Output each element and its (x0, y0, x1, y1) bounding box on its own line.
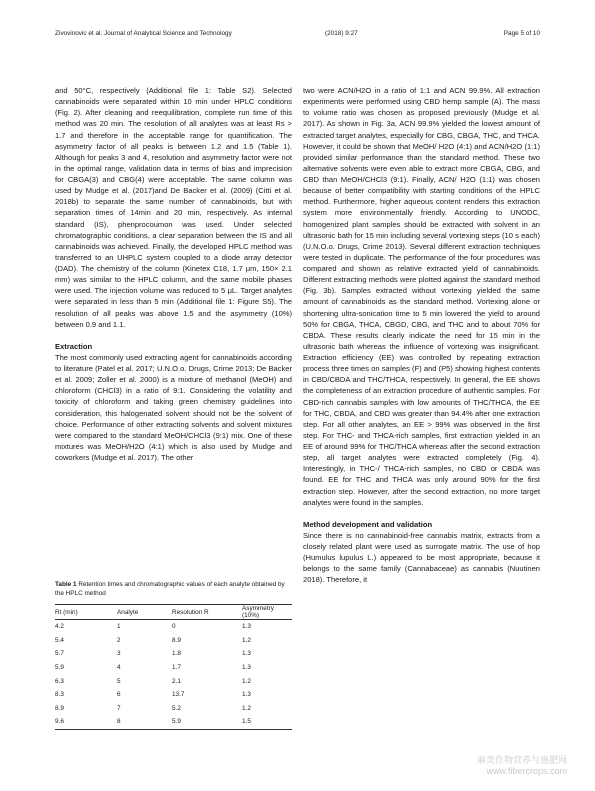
table-cell: 1.2 (242, 677, 251, 685)
table-header-cell: Resolution R (172, 608, 209, 616)
table-cell: 4.2 (55, 623, 64, 631)
body-paragraph: Since there is no cannabinoid-free cannabis matrix, extracts from a closely related plant were used as surrogate matrix. The use of hop (Humulus lupulus L.) appeared to be most appropriate, because it belongs to the same family (Cannabaceae) as cannabis (Nuutinen 2018). Therefore, it (303, 530, 540, 585)
table-cell: 5.4 (55, 636, 64, 644)
table-cell: 0 (172, 623, 176, 631)
volume-year: (2018) 9:27 (325, 30, 358, 37)
table-header-row (55, 605, 292, 620)
table-caption (55, 580, 292, 598)
section-heading-method: Method development and validation (303, 519, 433, 529)
table-header-cell: Analyte (117, 608, 139, 616)
table-row (55, 634, 292, 648)
section-heading-extraction: Extraction (55, 341, 93, 351)
table-row (55, 674, 292, 688)
table-cell: 1.3 (242, 691, 251, 699)
table-caption-text: Retention times and chromatographic values of each analyte obtained by the HPLC method (55, 581, 285, 597)
watermark-line: www.fibercrops.com (486, 766, 567, 776)
table-cell: 1.2 (242, 636, 251, 644)
table-header-cell: Rt (min) (55, 608, 78, 616)
table-cell: 1.7 (172, 664, 181, 672)
table-row (55, 715, 292, 729)
table-row (55, 647, 292, 661)
page-number: Page 5 of 10 (503, 30, 540, 37)
table-cell: 6.3 (55, 677, 64, 685)
watermark (477, 755, 567, 777)
table-cell: 1.3 (242, 623, 251, 631)
body-paragraph: The most commonly used extracting agent for cannabinoids according to literature (Patel et al. 2017; U.N.O.o. Drugs, Crime 2013; De Backer et al. 2009; Zoller et al. 2000) is a mixture of methanol (MeOH) and chloroform (CHCl3) in a ratio of 9:1. Considering the volatility and toxicity of chloroform and taking green chemistry guidelines into consideration, this halogenated solvent should not be the solvent of choice. Performance of other extracting solvents and solvent mixtures were compared to the standard MeOH/CHCl3 (9:1) mix. One of these mixtures was MeOH/H2O (4:1) which is also used by Mudge and coworkers (Mudge et al. 2017). The other (55, 352, 292, 462)
watermark-line: 麻类作物营养与施肥网 (476, 755, 567, 765)
body-paragraph: and 50°C, respectively (Additional file 1: Table S2). Selected cannabinoids were separated within 10 min under HPLC conditions (Fig. 2). After cleaning and reequilibration, complete run time of this method was 20 min. The resolution of all analytes was at least Rs > 1.7 and therefore in the acceptable range for quantification. The asymmetry factor of all peaks is between 1.2 and 1.5 (Table 1). Although for peaks 3 and 4, resolution and asymmetry factor were not in the optimal range, validation data in terms of bias and imprecision for CBGA(3) and CBG(4) were acceptable. The same column was used by Mudge et al. (2017)and De Backer et al. (2009) (Citti et al. 2018b) to separate the same number of cannabinoids, but with separation times of 14min and 20 min, respectively. As internal standard (IS), phenprocoumon was used. Under selected chromatographic conditions, a clear separation between the IS and all cannabinoids was achieved. Finally, the developed HPLC method was transferred to an UHPLC system coupled to a diode array detector (DAD). The chemistry of the column (Kinetex C18, 1.7 μm, 150× 2.1 mm) was similar to the HPLC column, and the same mobile phases were used. The injection volume was reduced to 5 μL. Target analytes were separated in less than 5 min (Additional file 1: Figure S5). The resolution of all peaks was above 1.5 and the asymmetry (10%) between 0.9 and 1.1. (55, 86, 292, 329)
table-cell: 3 (117, 650, 121, 658)
table-row (55, 620, 292, 634)
table-cell: 8.9 (55, 704, 64, 712)
table-cell: 1.3 (242, 664, 251, 672)
table-cell: 5.9 (55, 664, 64, 672)
table-cell: 8.9 (172, 636, 181, 644)
table-cell: 8 (117, 718, 121, 726)
body-paragraph: two were ACN/H2O in a ratio of 1:1 and ACN 99.9%. All extraction experiments were performed using CBD hemp sample (A). The mass to volume ratio was chosen as proposed previously (Mudge et al. 2017). As shown in Fig. 3a, ACN 99.9% yielded the lowest amount of extracted target analytes, especially for CBG, CBGA, THC, and THCA. However, it could be shown that MeOH/ H2O (4:1) and ACN/H2O (1:1) provided similar performance than the standard method. These two alternative solvents were even able to extract more CBGA, CBG, and CBD than MeOH/CHCl3 (9:1). Finally, ACN/ H2O (1:1) was chosen because of better compatibility with starting conditions of the HPLC method. Furthermore, higher aqueous content renders this extraction system more environmentally friendly. According to UNODC, homogenized plant samples should be extracted with solvent in an ultrasonic bath for 15 min including several vortexing steps (10 s each) (U.N.O.o. Drugs, Crime 2013). Several different extraction techniques were tested in duplicate. The performance of the four procedures was compared and shown as relative extracted yield of cannabinoids. Different extracting methods were plotted against the standard method (Fig. 3b). Samples extracted without vortexing yielded the same amount of cannabinoids as the standard method. Vortexing alone or shortening ultra-sonication time to 5 min lowered the yield to around 50% for CBGA, THCA, CBGD, CBG, and THC and to about 70% for CBDA. These results clearly indicate the need for 15 min in the ultrasonic bath whereas the influence of vortexing was insignificant. Extraction efficiency (EE) was controlled by repeating extraction process three times on samples (F) and (P5) showing highest contents in CBD/CBDA and THC/THCA, respectively. In general, the EE shows the completeness of an extraction procedure of authentic samples. For CBD-rich cannabis samples with low amounts of THC/THCA, the EE for THC, CBDA, and CBD was greater than 94.4% after one extraction step. For all other analytes, an EE > 99% was observed in the first step. For THC- and THCA-rich samples, first extraction yielded in an EE of around 99% for THC/THCA whereas after the second extraction step, all target analytes were extracted completely (Fig. 4). Interestingly, in THC-/ THCA-rich samples, no CBD or CBDA was found. EE for THC and THCA was only around 90% for the first extraction step. However, after the second extraction, no more target analytes were found in the samples. (303, 86, 540, 507)
table-cell: 2.1 (172, 677, 181, 685)
table-cell: 9.6 (55, 718, 64, 726)
table-cell: 5.9 (172, 718, 181, 726)
table-cell: 5 (117, 677, 121, 685)
table-cell: 6 (117, 691, 121, 699)
table-cell: 8.3 (55, 691, 64, 699)
table-cell: 13.7 (172, 691, 185, 699)
table-cell: 2 (117, 636, 121, 644)
retention-table (55, 604, 292, 730)
table-cell: 5.2 (172, 704, 181, 712)
table-cell: 1.5 (242, 718, 251, 726)
journal-citation: Zivovinovic et al. Journal of Analytical Science and Technology (55, 30, 232, 37)
table-row (55, 702, 292, 716)
table-cell: 4 (117, 664, 121, 672)
table-1 (55, 580, 292, 730)
table-row (55, 688, 292, 702)
left-column (55, 85, 292, 463)
table-cell: 7 (117, 704, 121, 712)
table-cell: 1.3 (242, 650, 251, 658)
right-column (303, 85, 540, 586)
table-cell: 1.8 (172, 650, 181, 658)
table-cell: 5.7 (55, 650, 64, 658)
table-cell: 1.2 (242, 704, 251, 712)
table-header-cell: Asymmetry (10%) (242, 605, 274, 619)
table-cell: 1 (117, 623, 121, 631)
table-caption-label: Table 1 (55, 581, 77, 588)
table-row (55, 661, 292, 675)
